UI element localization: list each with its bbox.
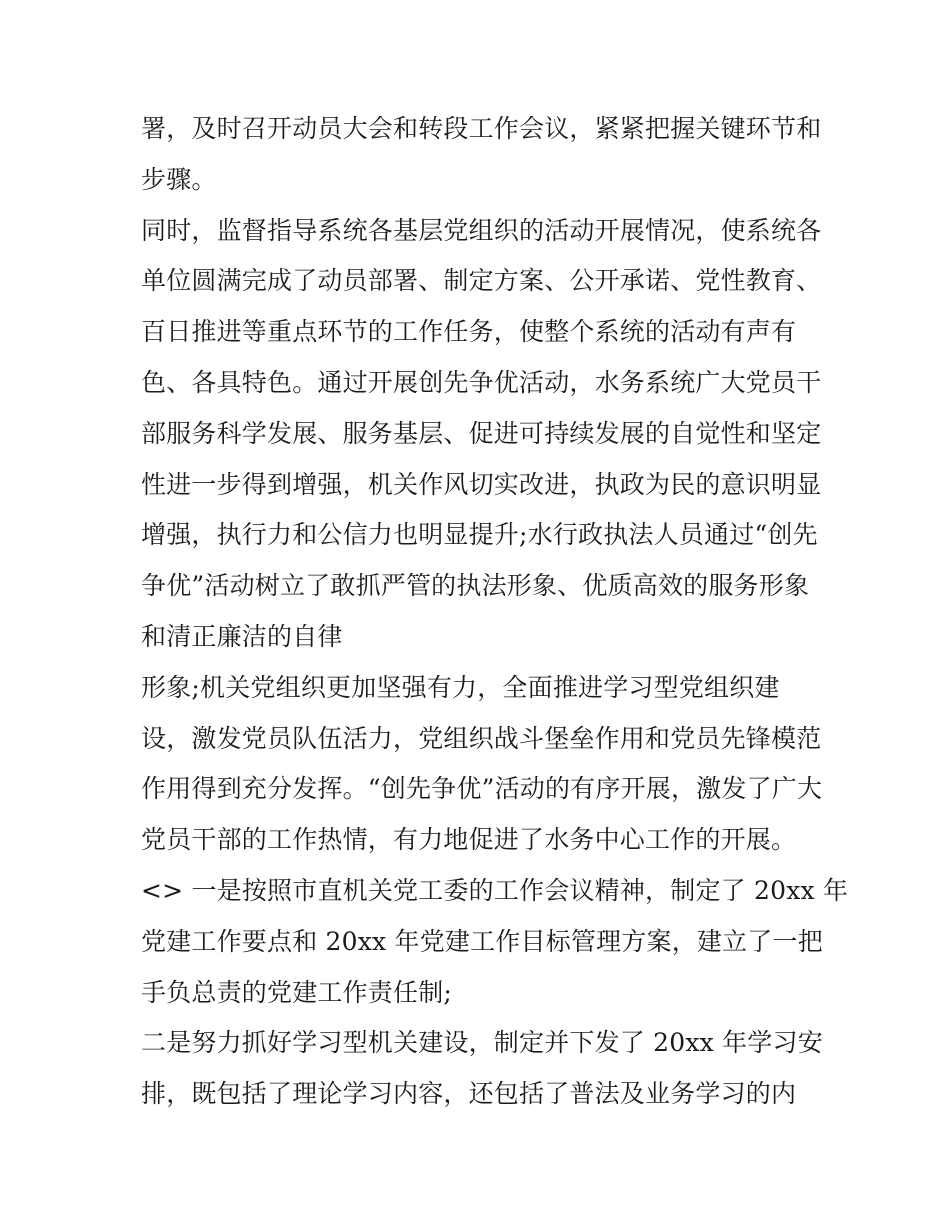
text-line: 百日推进等重点环节的工作任务，使整个系统的活动有声有 (141, 317, 797, 347)
text-line: 形象;机关党组织更加坚强有力，全面推进学习型党组织建 (141, 672, 780, 702)
text-line: 和清正廉洁的自律 (141, 621, 343, 651)
text-line: 性进一步得到增强，机关作风切实改进，执政为民的意识明显 (141, 469, 822, 499)
text-line: 党员干部的工作热情，有力地促进了水务中心工作的开展。 (141, 825, 797, 855)
text-line: 作用得到充分发挥。“创先争优”活动的有序开展，激发了广大 (141, 774, 823, 804)
text-line: 色、各具特色。通过开展创先争优活动，水务系统广大党员干 (141, 367, 822, 397)
text-line: 部服务科学发展、服务基层、促进可持续发展的自觉性和坚定 (141, 418, 822, 448)
text-line: 党建工作要点和 20xx 年党建工作目标管理方案，建立了一把 (141, 926, 823, 956)
text-line: 设，激发党员队伍活力，党组织战斗堡垒作用和党员先锋模范 (141, 723, 822, 753)
text-line: 排，既包括了理论学习内容，还包括了普法及业务学习的内 (141, 1079, 797, 1109)
text-line: <> 一是按照市直机关党工委的工作会议精神，制定了 20xx 年 (141, 875, 849, 905)
text-line: 署，及时召开动员大会和转段工作会议，紧紧把握关键环节和 (141, 114, 822, 143)
text-line: 步骤。 (141, 164, 217, 194)
text-line: 同时，监督指导系统各基层党组织的活动开展情况，使系统各 (141, 215, 822, 245)
text-line: 单位圆满完成了动员部署、制定方案、公开承诺、党性教育、 (141, 266, 822, 296)
text-line: 手负总责的党建工作责任制; (141, 977, 453, 1007)
text-line: 增强，执行力和公信力也明显提升;水行政执法人员通过“创先 (141, 520, 818, 550)
document-body (141, 104, 849, 1120)
text-line: 二是努力抓好学习型机关建设，制定并下发了 20xx 年学习安 (141, 1028, 823, 1058)
text-line: 争优”活动树立了敢抓严管的执法形象、优质高效的服务形象 (141, 571, 810, 601)
